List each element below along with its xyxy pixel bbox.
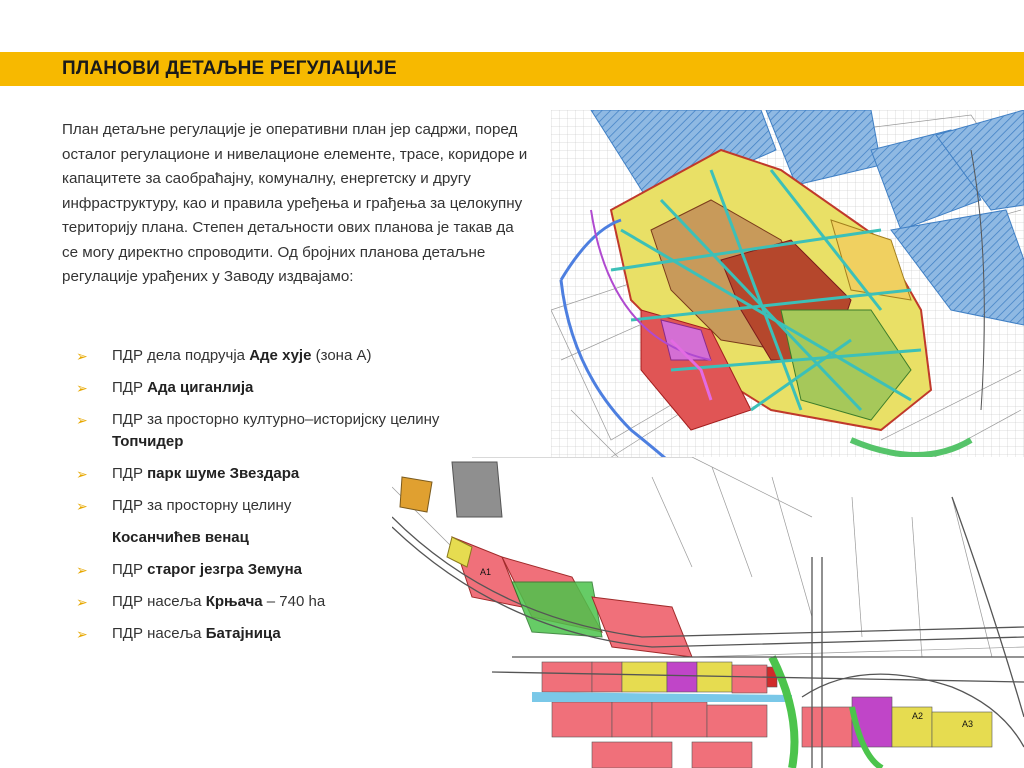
intro-paragraph: План детаљне регулације је оперативни план јер садржи, поред осталог регулационе и нивелационе елементе, трасе, коридоре и капацитете за саобраћајну, комуналну, енергетску и другу инфраструктуру, као и правила уређења и грађења за целокупну територију плана. Степен детаљности ових планова је такав да се могу директно спроводити. Од бројних планова детаљне регулације урађених у Заводу издвајамо: — [62, 121, 528, 285]
list-item-continuation: Косанчићев венац — [112, 529, 249, 546]
plan-map-top — [551, 110, 1024, 500]
map-label-a1: A1 — [480, 567, 492, 577]
arrow-bullet-icon: ➢ — [76, 562, 88, 578]
arrow-bullet-icon: ➢ — [76, 594, 88, 610]
plan-map-bottom-drawing — [392, 457, 1024, 768]
list-item: ➢ ПДР насеља Крњача – 740 ha — [62, 591, 482, 613]
map-label-a2: A2 — [912, 711, 924, 721]
plan-map-bottom — [392, 457, 1024, 768]
arrow-bullet-icon: ➢ — [76, 498, 88, 514]
arrow-bullet-icon: ➢ — [76, 412, 88, 428]
page-title: ПЛАНОВИ ДЕТАЉНЕ РЕГУЛАЦИЈЕ — [62, 58, 397, 79]
list-item: ➢ ПДР дела подручја Аде хује (зона А) — [62, 345, 482, 367]
list-item: ➢ ПДР насеља Батајница — [62, 623, 482, 645]
arrow-bullet-icon: ➢ — [76, 466, 88, 482]
arrow-bullet-icon: ➢ — [76, 380, 88, 396]
list-item: ➢ ПДР за просторну целину — [62, 495, 482, 517]
map-label-a3: A3 — [962, 719, 974, 729]
list-item: ➢ ПДР парк шуме Звездара — [62, 463, 482, 485]
arrow-bullet-icon: ➢ — [76, 626, 88, 642]
list-item: ➢ ПДР Ада циганлија — [62, 377, 482, 399]
title-bar — [0, 52, 1024, 86]
arrow-bullet-icon: ➢ — [76, 348, 88, 364]
list-item: ➢ ПДР за просторно културно–историјску целину Топчидер — [76, 411, 440, 450]
list-item: ➢ ПДР старог језгра Земуна — [62, 559, 482, 581]
plan-map-top-drawing — [551, 110, 1024, 500]
